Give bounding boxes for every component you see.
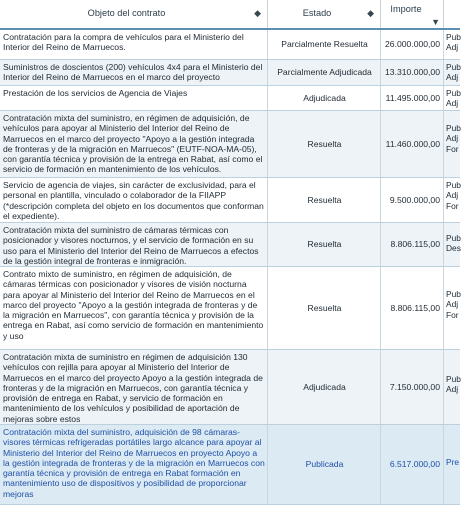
row-tipo <box>444 178 460 222</box>
row-estado: Resuelta <box>268 111 381 177</box>
row-importe: 11.495.000,00 <box>381 86 444 110</box>
row-objeto: Contratación mixta del suministro, adquisición de 98 cámaras-visores térmicas refrigeradas portátiles largo alcance para apoyar al Ministerio del Interior del Reino de Marruecos en proyecto Apoyo a la gestión integrada de fronteras y de la migración en Marruecos con garantía técnica y provisión de entrega en Rabat formación en mantenimiento uso de dispositivos y posibilidad de proporcionar mejoras <box>0 425 268 504</box>
row-importe: 7.150.000,00 <box>381 350 444 424</box>
sort-descending-icon[interactable]: ▼ <box>431 17 440 27</box>
row-tipo-line: For <box>446 143 459 154</box>
row-tipo <box>444 267 460 349</box>
sort-icon[interactable]: ◆ <box>367 8 374 18</box>
row-tipo-line: Pub <box>446 62 461 72</box>
row-tipo-line: Des <box>446 243 461 254</box>
row-importe: 11.460.000,00 <box>381 111 444 177</box>
row-tipo <box>444 60 460 85</box>
row-tipo-line: Pub <box>446 180 461 190</box>
row-tipo <box>444 425 460 504</box>
table-row[interactable] <box>0 86 460 111</box>
row-tipo-line: Pub <box>446 374 461 384</box>
row-objeto: Contratación mixta de suministro en régimen de adquisición 130 vehículos con rejilla para apoyar al Ministerio del Interior de Marruecos en el marco del proyecto Apoyo a la gestión integrada de fronteras y de la migración en Marruecos, con garantía técnica y provisión de entrega en Rabat, y servicio de formación en mantenimiento de los vehículos y posibilidad de aportación de mejoras sobre estos <box>0 350 268 424</box>
row-estado: Publicada <box>268 425 381 504</box>
table-row[interactable] <box>0 223 460 267</box>
row-tipo-line: Adj <box>446 72 459 83</box>
column-header-importe[interactable] <box>381 0 444 28</box>
row-tipo <box>444 223 460 266</box>
table-row-highlighted[interactable] <box>0 425 460 505</box>
table-row[interactable] <box>0 111 460 178</box>
row-tipo-line: Pub <box>446 233 461 243</box>
row-tipo-line: Adj <box>446 133 459 144</box>
row-tipo-line: Pub <box>446 289 461 299</box>
row-estado: Resuelta <box>268 223 381 266</box>
row-tipo-line: Adj <box>446 299 459 310</box>
row-tipo-line: Adj <box>446 98 459 109</box>
table-row[interactable] <box>0 178 460 223</box>
row-objeto: Suministros de doscientos (200) vehículos 4x4 para el Ministerio del Interior del Reino de Marruecos en el marco del proyecto <box>0 60 268 85</box>
row-tipo-line: Pub <box>446 88 461 98</box>
row-objeto: Contratación mixta del suministro, en régimen de adquisición, de vehículos para apoyar al Ministerio del Interior del Reino de Marruecos en el marco del proyecto "Apoyo a la gestión integrada de fronteras y de la migración en Marruecos" (EUTF-NOA-MA-05), con garantía técnica y provisión de la entrega en Rabat, así como el servicio de formación en mantenimiento de los vehículos. <box>0 111 268 177</box>
row-estado: Resuelta <box>268 267 381 349</box>
row-objeto: Contratación para la compra de vehículos para el Ministerio del Interior del Reino de Marruecos. <box>0 30 268 59</box>
row-estado: Parcialmente Resuelta <box>268 30 381 59</box>
row-tipo <box>444 350 460 424</box>
row-tipo <box>444 111 460 177</box>
table-header <box>0 0 460 30</box>
column-header-label: Importe <box>390 4 422 14</box>
row-importe: 26.000.000,00 <box>381 30 444 59</box>
row-importe: 8.806.115,00 <box>381 223 444 266</box>
row-estado: Resuelta <box>268 178 381 222</box>
row-objeto: Servicio de agencia de viajes, sin carácter de exclusividad, para el personal en plantilla, vinculado o colaborador de la FIIAPP (*descripción completa del objeto en los documentos que conforman el expediente). <box>0 178 268 222</box>
row-tipo-line: For <box>446 309 459 320</box>
column-header-label: Objeto del contrato <box>87 8 166 18</box>
table-row[interactable] <box>0 60 460 86</box>
row-tipo-line: For <box>446 200 459 211</box>
row-objeto: Contrato mixto de suministro, en régimen de adquisición, de cámaras térmicas con posicionador y visores de visión nocturna para apoyar al Ministerio del Interior del Reino de Marruecos en el marco del proyecto "Apoyo a la gestión integrada de fronteras y de la migración en Marruecos", con garantía técnica y provisión de la entrega en Rabat, así como servicio de formación en mantenimiento y uso <box>0 267 268 349</box>
row-tipo-line: Adj <box>446 42 459 53</box>
row-importe: 6.517.000,00 <box>381 425 444 504</box>
row-tipo-line: Pub <box>446 32 461 42</box>
row-tipo-line: Pub <box>446 123 461 133</box>
column-header-estado[interactable] <box>268 0 381 28</box>
row-tipo-line: Adj <box>446 384 459 395</box>
row-importe: 13.310.000,00 <box>381 60 444 85</box>
sort-icon[interactable]: ◆ <box>254 8 261 18</box>
row-estado: Adjudicada <box>268 350 381 424</box>
row-tipo-line: Adj <box>446 190 459 201</box>
table-row[interactable] <box>0 30 460 60</box>
row-objeto: Prestación de los servicios de Agencia de Viajes <box>0 86 268 110</box>
row-estado: Adjudicada <box>268 86 381 110</box>
row-tipo-line: Pre <box>446 457 460 467</box>
table-row[interactable] <box>0 350 460 425</box>
row-importe: 8.806.115,00 <box>381 267 444 349</box>
row-estado: Parcialmente Adjudicada <box>268 60 381 85</box>
row-importe: 9.500.000,00 <box>381 178 444 222</box>
table-row[interactable] <box>0 267 460 350</box>
column-header-label: Estado <box>302 8 332 18</box>
column-header-objeto[interactable] <box>0 0 268 28</box>
row-tipo <box>444 30 460 59</box>
row-tipo <box>444 86 460 110</box>
row-objeto: Contratación mixta del suministro de cámaras térmicas con posicionador y visores nocturnos, y el servicio de formación en su uso para el Ministerio del Interior del Reino de Marruecos a efectos de la gestión integral de fronteras e inmigración. <box>0 223 268 266</box>
column-header-tipo[interactable] <box>444 0 460 28</box>
